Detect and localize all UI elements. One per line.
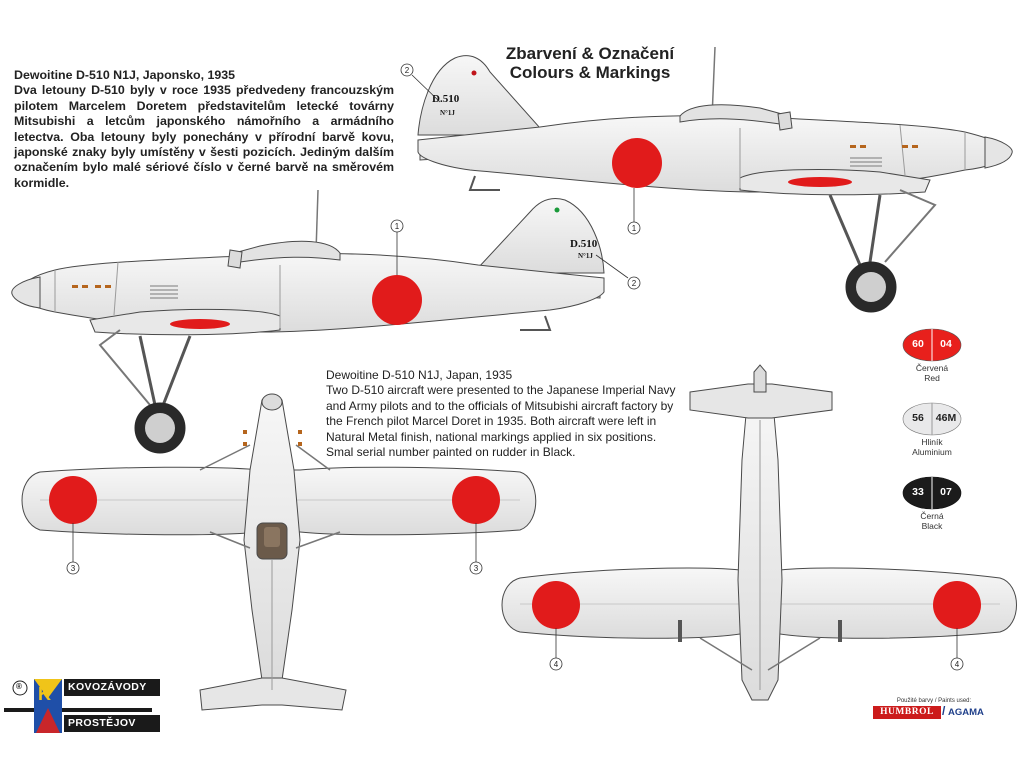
- description-en-title: Dewoitine D-510 N1J, Japan, 1935: [326, 368, 513, 382]
- swatch-label-red: [892, 363, 972, 383]
- tail-fin: [478, 199, 604, 274]
- callout-label: 2: [404, 66, 410, 75]
- rudder-sub-top: N°1J: [440, 109, 455, 117]
- paints-used-label: Použité barvy / Paints used:: [896, 698, 972, 704]
- swatch-code-humbrol: 33: [912, 486, 924, 498]
- callout-label: 1: [631, 224, 637, 233]
- hinomaru-wing-lower-right: [933, 581, 981, 629]
- swatch-name-en: Red: [924, 373, 940, 383]
- swatch-code-agama: 04: [940, 338, 952, 350]
- callout-label: 3: [70, 564, 76, 573]
- swatch-name-en: Aluminium: [912, 447, 952, 457]
- heading-line-en: Colours & Markings: [509, 63, 671, 82]
- swatch-code-humbrol: 60: [912, 338, 924, 350]
- swatch-label-aluminium: [892, 437, 972, 457]
- callout-label: 4: [553, 660, 559, 669]
- page-heading: [470, 44, 710, 82]
- logo-line-2: PROSTĚJOV: [64, 715, 160, 732]
- callout-label: 4: [954, 660, 960, 669]
- registered-mark: ®: [16, 682, 22, 691]
- description-en-body: Two D-510 aircraft were presented to the Japanese Imperial Navy and Army pilots and to the officials of Mitsubishi aircraft factory by the French pilot Marcel Doret in 1935. Both aircraft were left in Natural Metal finish, national markings applied in six positions. Smal serial number painted on rudder in Black.: [326, 383, 676, 460]
- description-cz-title: Dewoitine D-510 N1J, Japonsko, 1935: [14, 68, 236, 82]
- hinomaru-fuselage-top: [612, 138, 662, 188]
- hinomaru-fuselage-middle: [372, 275, 422, 325]
- swatch-code-humbrol: 56: [912, 412, 924, 424]
- agama-logo: AGAMA: [948, 707, 984, 718]
- heading-line-cz: Zbarvení & Označení: [505, 44, 675, 63]
- hinomaru-wing-lower-left: [532, 581, 580, 629]
- swatch-label-black: [892, 511, 972, 531]
- swatch-name-cz: Červená: [915, 363, 949, 373]
- humbrol-logo: HUMBROL: [873, 706, 941, 719]
- description-cz-body: Dva letouny D-510 byly v roce 1935 předvedeny francouzským pilotem Marcelem Doretem představitelům letecké továrny Mitsubishi a letcům japonského námořního a armádního letectva. Oba letouny byly ponechány v přírodní barvě kovu, japonské znaky byly umístěny v šesti pozicích. Jediným dalším označením bylo malé sériové číslo v černé barvě na směrovém kormidle.: [14, 83, 394, 190]
- logo-line-1: KOVOZÁVODY: [64, 679, 160, 696]
- swatch-code-agama: 07: [940, 486, 952, 498]
- rudder-serial-top: D.510: [432, 93, 460, 105]
- callout-label: 3: [473, 564, 479, 573]
- description-en: [326, 368, 676, 460]
- swatch-name-cz: Černá: [920, 511, 944, 521]
- callout-label: 2: [631, 279, 637, 288]
- brand-separator: /: [942, 704, 946, 718]
- rudder-serial-middle: D.510: [570, 238, 598, 250]
- rudder-sub-middle: N°1J: [578, 252, 593, 260]
- logo-letter: K: [38, 684, 51, 704]
- swatch-name-en: Black: [921, 521, 943, 531]
- swatch-name-cz: Hliník: [921, 437, 943, 447]
- swatch-code-agama: 46M: [935, 412, 957, 424]
- callout-label: 1: [394, 222, 400, 231]
- description-cz: [14, 68, 394, 191]
- hinomaru-wing-upper-right: [452, 476, 500, 524]
- hinomaru-wing-upper-left: [49, 476, 97, 524]
